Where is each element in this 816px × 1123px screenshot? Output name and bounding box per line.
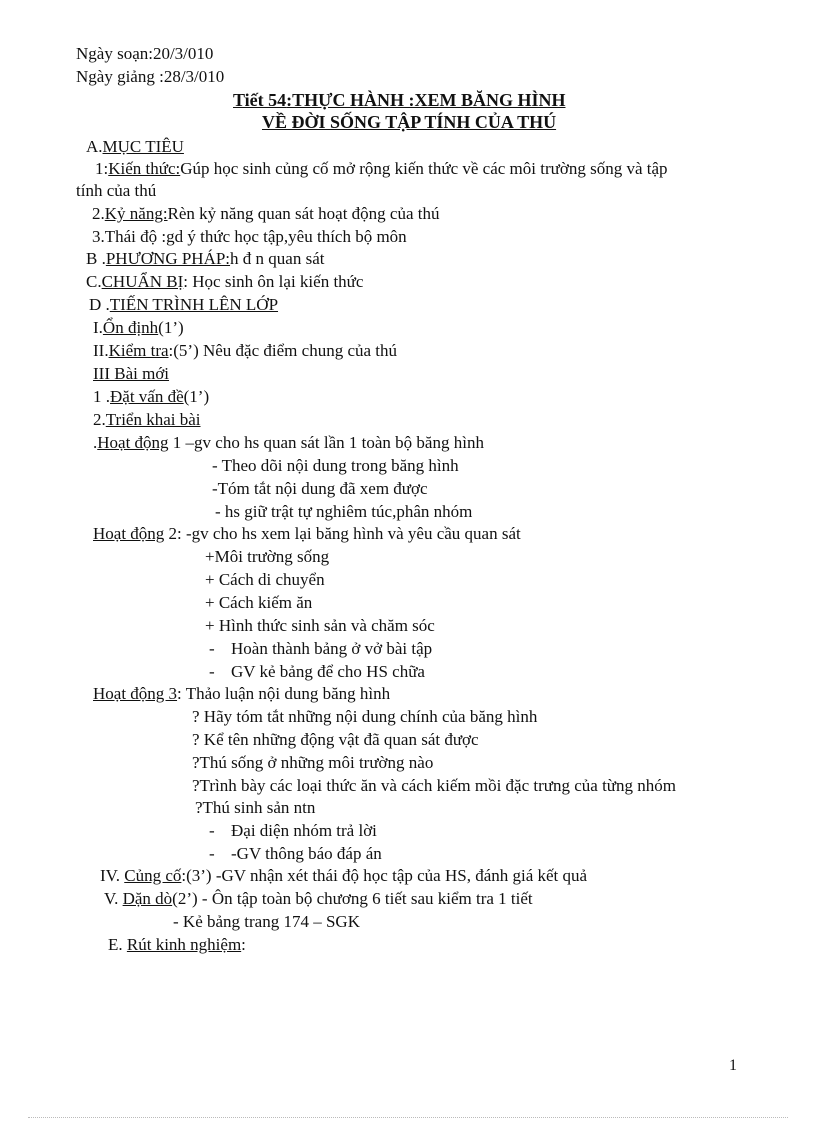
knowledge-line [95,159,668,179]
consolidate-text: :(3’) -GV nhận xét thái độ học tập của HS, đánh giá kết quả [181,866,588,885]
stabilize-text: (1’) [158,318,184,337]
skill-prefix: 2. [92,204,105,223]
experience-text: : [241,935,246,954]
knowledge-label: Kiến thức: [108,159,181,178]
section-a-prefix: A. [86,137,103,156]
activity-1-prefix: . [93,433,98,452]
page-number: 1 [729,1057,737,1074]
bullet-dash: - [209,662,215,681]
lesson-number: Tiết 54 [233,90,287,110]
section-c-text: : Học sinh ôn lại kiến thức [183,272,364,291]
section-b-line [86,249,324,269]
activity-2-line [93,524,521,544]
activity-2-text: 2: -gv cho hs xem lại băng hình và yêu cầu quan sát [164,524,521,543]
teach-date: Ngày giảng :28/3/010 [76,67,225,86]
section-b-prefix: B . [86,249,106,268]
activity-3-question: ?Thú sống ở những môi trường nào [192,753,434,772]
activity-3-question: ? Hãy tóm tắt những nội dung chính của băng hình [192,707,538,726]
experience-line [108,935,246,955]
activity-3-dash-text: -GV thông báo đáp án [231,844,382,863]
homework-text: (2’) - Ôn tập toàn bộ chương 6 tiết sau kiểm tra 1 tiết [172,889,533,908]
check-line [93,341,397,361]
activity-1-item: -Tóm tắt nội dung đã xem được [212,479,428,498]
attitude-line: 3.Thái độ :gd ý thức học tập,yêu thích bộ môn [92,227,407,246]
activity-3-question: ? Kể tên những động vật đã quan sát được [192,730,479,749]
activity-1-item: - hs giữ trật tự nghiêm túc,phân nhóm [215,502,473,521]
section-a-label: MỤC TIÊU [102,137,184,156]
check-prefix: II. [93,341,109,360]
bullet-dash: - [209,821,215,840]
activity-2-item: + Cách di chuyển [205,570,325,589]
stabilize-line [93,318,184,338]
check-label: Kiểm tra [108,341,169,360]
section-d-label: TIẾN TRÌNH LÊN LỚP [109,295,279,314]
activity-2-dash-item [209,639,432,659]
activity-3-text: : Thảo luận nội dung băng hình [177,684,391,703]
develop-line [93,410,201,430]
new-lesson-heading: III Bài mới [93,364,170,383]
intro-label: Đặt vấn đề [110,387,184,406]
section-d-heading [89,295,278,315]
homework-label: Dặn dò [122,889,173,908]
activity-2-label: Hoạt động [93,524,165,543]
activity-1-label: Hoạt động [97,433,169,452]
activity-3-question: ?Trình bày các loại thức ăn và cách kiếm mồi đặc trưng của từng nhóm [192,776,676,795]
section-c-line [86,272,363,292]
section-c-label: CHUẨN BỊ [101,272,184,291]
consolidate-prefix: IV. [100,866,125,885]
title-line-2: VỀ ĐỜI SỐNG TẬP TÍNH CỦA THÚ [262,112,557,132]
title-text-1: :THỰC HÀNH :XEM BĂNG HÌNH [286,90,566,110]
bullet-dash: - [209,844,215,863]
activity-1-line [93,433,484,453]
stabilize-prefix: I. [93,318,103,337]
bullet-dash: - [209,639,215,658]
skill-text: Rèn kỷ năng quan sát hoạt động của thú [167,204,440,223]
homework-line [104,889,533,909]
check-text: :(5’) Nêu đặc điểm chung của thú [168,341,398,360]
activity-2-item: + Hình thức sinh sản và chăm sóc [205,616,435,635]
develop-label: Triển khai bài [105,410,201,429]
activity-3-dash-item [209,844,382,864]
consolidate-line [100,866,587,886]
activity-3-dash-text: Đại diện nhóm trả lời [231,821,377,840]
prep-date: Ngày soạn:20/3/010 [76,44,214,63]
activity-3-label: Hoạt động 3 [93,684,178,703]
activity-2-dash-text: GV kẻ bảng để cho HS chữa [231,662,425,681]
skill-label: Kỷ năng: [104,204,168,223]
activity-2-item: + Cách kiếm ăn [205,593,313,612]
intro-text: (1’) [183,387,210,406]
activity-3-question: ?Thú sinh sản ntn [195,798,316,817]
intro-prefix: 1 . [93,387,110,406]
section-b-text: h đ n quan sát [230,249,325,268]
experience-label: Rút kinh nghiệm [126,935,242,954]
section-b-label: PHƯƠNG PHÁP: [105,249,231,268]
intro-line [93,387,209,407]
experience-prefix: E. [108,935,127,954]
section-a-heading [86,137,184,157]
section-c-prefix: C. [86,272,102,291]
knowledge-line-2: tính của thú [76,181,157,200]
activity-3-line [93,684,390,704]
knowledge-text: Gúp học sinh củng cố mở rộng kiến thức về các môi trường sống và tập [180,159,668,178]
section-d-prefix: D . [89,295,110,314]
title-line-1 [233,90,566,110]
knowledge-prefix: 1: [95,159,109,178]
consolidate-label: Củng cố [124,866,182,885]
homework-prefix: V. [104,889,123,908]
stabilize-label: Ổn định [102,318,159,337]
skill-line [92,204,440,224]
page-bottom-rule [28,1117,788,1118]
activity-1-item: - Theo dõi nội dung trong băng hình [212,456,459,475]
activity-1-text: 1 –gv cho hs quan sát lần 1 toàn bộ băng hình [168,433,484,452]
activity-2-item: +Môi trường sống [205,547,330,566]
homework-line-2: - Kẻ bảng trang 174 – SGK [173,912,360,931]
activity-2-dash-item [209,662,425,682]
develop-prefix: 2. [93,410,106,429]
activity-2-dash-text: Hoàn thành bảng ở vở bài tập [231,639,433,658]
activity-3-dash-item [209,821,377,841]
